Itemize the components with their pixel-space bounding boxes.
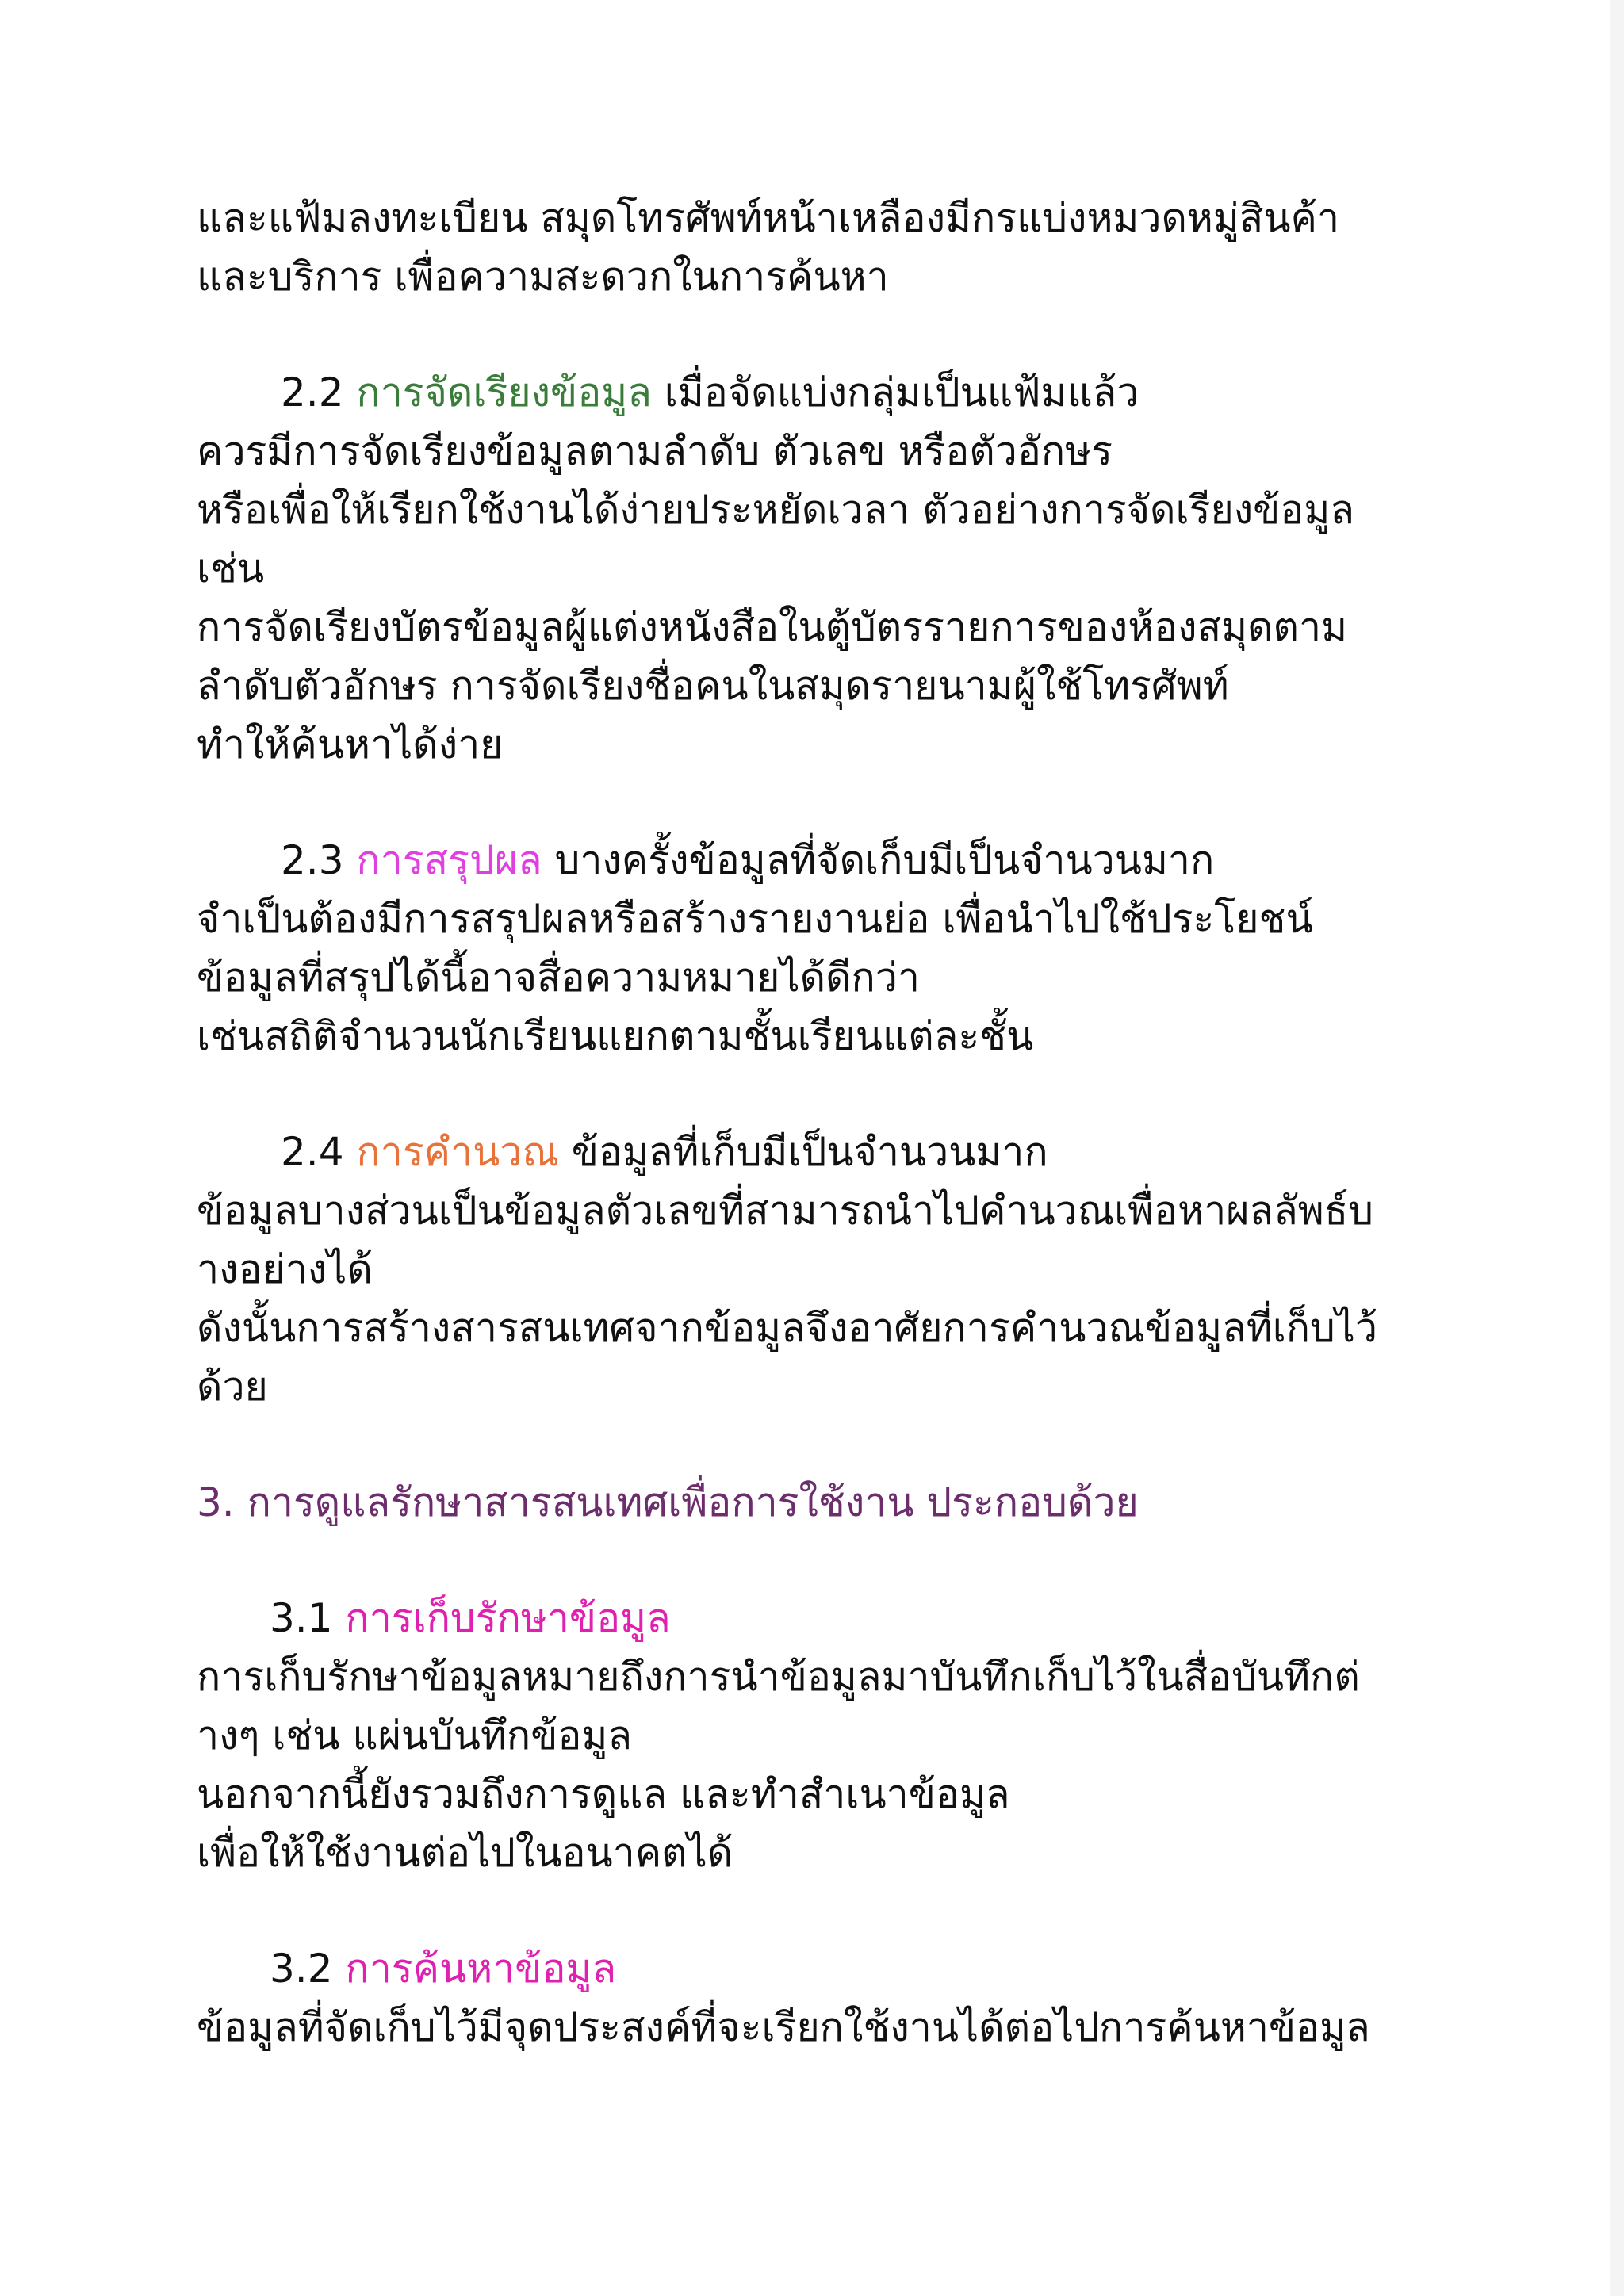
- section-term: การสรุปผล: [356, 837, 542, 883]
- section-2-4-heading: [197, 1123, 1434, 1181]
- section-number: 3.2: [270, 1946, 346, 1992]
- section-term: การจัดเรียงข้อมูล: [356, 369, 652, 415]
- paragraph-line: ลำดับตัวอักษร การจัดเรียงชื่อคนในสมุดรายนามผู้ใช้โทรศัพท์: [197, 663, 1229, 709]
- paragraph-line: ทำให้ค้นหาได้ง่าย: [197, 721, 504, 767]
- intro-line-1: และแฟ้มลงทะเบียน สมุดโทรศัพท์หน้าเหลืองมีกรแบ่งหมวดหมู่สินค้า: [197, 195, 1340, 241]
- section-number: 2.3: [281, 837, 357, 883]
- section-3-1-heading: [197, 1589, 1434, 1647]
- paragraph-line: เช่นสถิติจำนวนนักเรียนแยกตามชั้นเรียนแต่ละชั้น: [197, 1013, 1034, 1059]
- paragraph-line: จำเป็นต้องมีการสรุปผลหรือสร้างรายงานย่อ เพื่อนำไปใช้ประโยชน์: [197, 896, 1313, 942]
- spacer: [197, 1532, 1434, 1589]
- paragraph-line: ข้อมูลที่จัดเก็บไว้มีจุดประสงค์ที่จะเรียกใช้งานได้ต่อไปการค้นหาข้อมูล: [197, 2004, 1370, 2050]
- document-body: [197, 189, 1434, 2057]
- paragraph-line: เช่น: [197, 545, 265, 591]
- paragraph-line: างๆ เช่น แผ่นบันทึกข้อมูล: [197, 1712, 632, 1758]
- paragraph-line: ด้วย: [197, 1364, 268, 1410]
- paragraph-line: ดังนั้นการสร้างสารสนเทศจากข้อมูลจึงอาศัยการคำนวณข้อมูลที่เก็บไว้: [197, 1305, 1378, 1351]
- spacer: [197, 774, 1434, 831]
- intro-line-2: และบริการ เพื่อความสะดวกในการค้นหา: [197, 254, 889, 300]
- section-term: การค้นหาข้อมูล: [345, 1946, 617, 1992]
- spacer: [197, 1416, 1434, 1473]
- section-number: 2.4: [281, 1129, 357, 1175]
- section-2-3-heading: [197, 831, 1434, 890]
- section-term: การคำนวณ: [356, 1129, 559, 1175]
- paragraph-line: เพื่อให้ใช้งานต่อไปในอนาคตได้: [197, 1830, 733, 1876]
- paragraph-line: การจัดเรียงบัตรข้อมูลผู้แต่งหนังสือในตู้บัตรรายการของห้องสมุดตาม: [197, 604, 1348, 650]
- section-number: 2.2: [281, 369, 357, 415]
- paragraph-line: ข้อมูลที่สรุปได้นี้อาจสื่อความหมายได้ดีกว่า: [197, 955, 920, 1001]
- section-lead: เมื่อจัดแบ่งกลุ่มเป็นแฟ้มแล้ว: [651, 369, 1139, 415]
- paragraph-line: ควรมีการจัดเรียงข้อมูลตามลำดับ ตัวเลข หรือตัวอักษร: [197, 428, 1113, 474]
- paragraph-line: ข้อมูลบางส่วนเป็นข้อมูลตัวเลขที่สามารถนำไปคำนวณเพื่อหาผลลัพธ์บ: [197, 1188, 1374, 1234]
- section-number: 3.1: [270, 1595, 346, 1641]
- spacer: [197, 1882, 1434, 1939]
- paragraph-line: การเก็บรักษาข้อมูลหมายถึงการนำข้อมูลมาบันทึกเก็บไว้ในสื่อบันทึกต่: [197, 1654, 1360, 1700]
- section-lead: ข้อมูลที่เก็บมีเป็นจำนวนมาก: [558, 1129, 1048, 1175]
- section-2-2-heading: [197, 363, 1434, 422]
- paragraph-line: หรือเพื่อให้เรียกใช้งานได้ง่ายประหยัดเวลา ตัวอย่างการจัดเรียงข้อมูล: [197, 487, 1354, 533]
- spacer: [197, 306, 1434, 363]
- page-edge-shade: [1610, 0, 1624, 2296]
- section-term: การเก็บรักษาข้อมูล: [345, 1595, 671, 1641]
- section-lead: บางครั้งข้อมูลที่จัดเก็บมีเป็นจำนวนมาก: [542, 837, 1215, 883]
- paragraph-line: นอกจากนี้ยังรวมถึงการดูแล และทำสำเนาข้อมูล: [197, 1771, 1010, 1817]
- paragraph-line: างอย่างได้: [197, 1246, 373, 1292]
- section-3-2-heading: [197, 1939, 1434, 1998]
- section-3-heading: 3. การดูแลรักษาสารสนเทศเพื่อการใช้งาน ประกอบด้วย: [197, 1479, 1139, 1525]
- spacer: [197, 1066, 1434, 1123]
